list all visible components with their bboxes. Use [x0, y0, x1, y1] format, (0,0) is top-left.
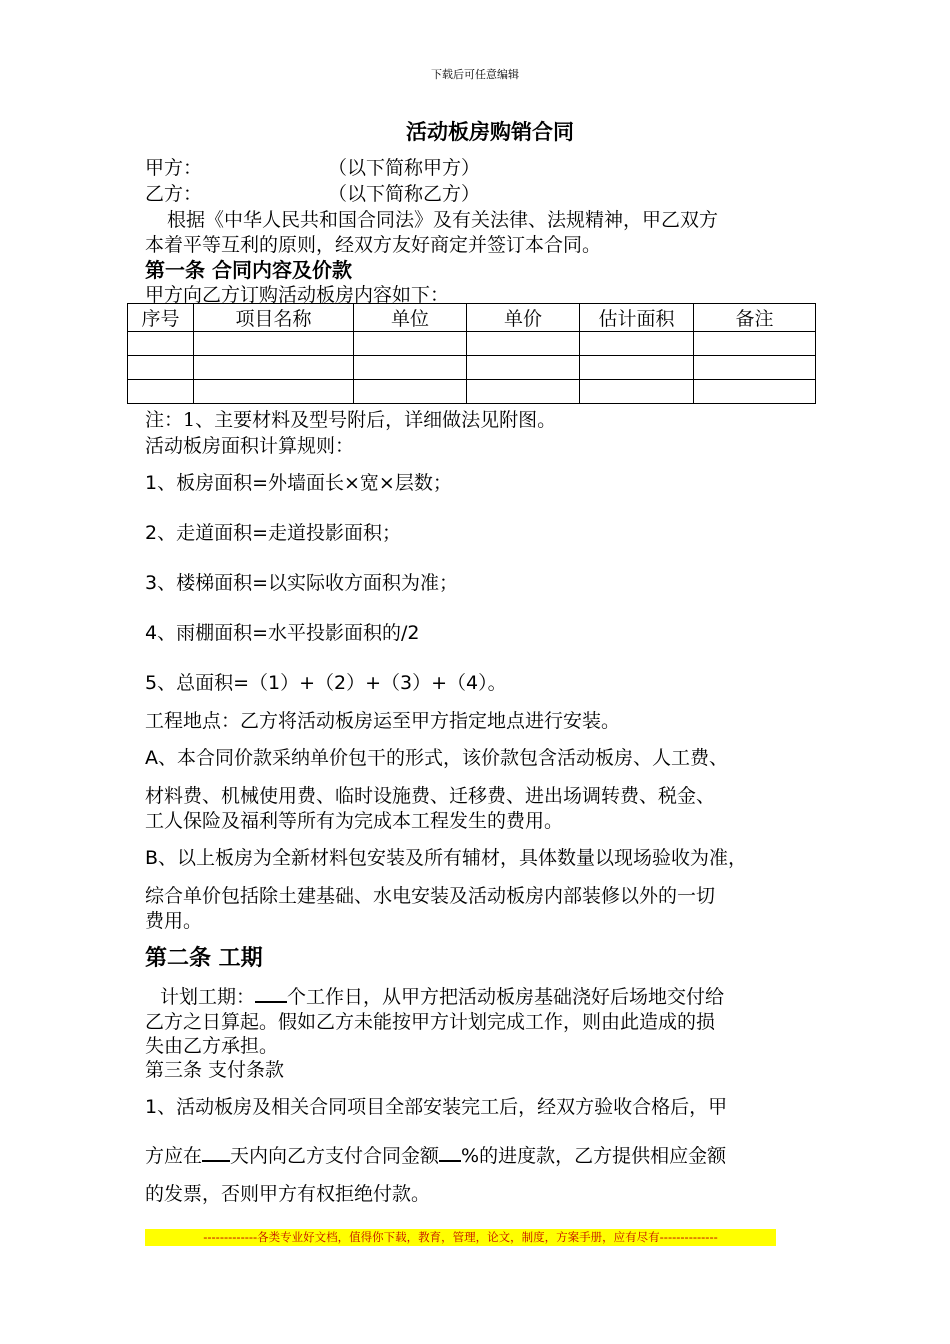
work-days-blank [255, 983, 287, 1003]
section-2-heading: 第二条 工期 [145, 946, 263, 971]
table-cell [467, 332, 580, 356]
table-cell [580, 356, 694, 380]
clause-b-line-2: 综合单价包括除土建基础、水电安装及活动板房内部装修以外的一切 [145, 885, 716, 907]
area-rule-3: 3、楼梯面积=以实际收方面积为准； [145, 572, 459, 594]
payment-line-3: 的发票，否则甲方有权拒绝付款。 [145, 1183, 431, 1205]
table-cell [354, 356, 467, 380]
clause-b-line-3: 费用。 [145, 910, 203, 932]
section-1-intro: 甲方向乙方订购活动板房内容如下： [145, 284, 450, 306]
table-cell [128, 332, 194, 356]
table-cell [694, 332, 816, 356]
section-1-heading: 第一条 合同内容及价款 [145, 258, 352, 282]
clause-a-line-2: 材料费、机械使用费、临时设施费、迁移费、进出场调转费、税金、 [145, 785, 716, 807]
section-3-heading: 第三条 支付条款 [145, 1059, 285, 1081]
table-cell [694, 356, 816, 380]
payment-text-a: 方应在 [145, 1145, 203, 1167]
area-rules-title: 活动板房面积计算规则： [145, 435, 355, 457]
payment-text-b: 天内向乙方支付合同金额 [230, 1145, 440, 1167]
table-row [128, 380, 816, 404]
area-rule-2: 2、走道面积=走道投影面积； [145, 522, 402, 544]
table-cell [354, 332, 467, 356]
items-table [127, 303, 816, 404]
payment-line-2 [145, 1141, 726, 1168]
footer-banner: -------------各类专业好文档，值得你下载，教育，管理，论文，制度，方案手册，应有尽有-------------- [145, 1229, 776, 1246]
project-location: 工程地点：乙方将活动板房运至甲方指定地点进行安装。 [145, 710, 621, 732]
schedule-line-1 [160, 982, 724, 1009]
preamble-line-2: 本着平等互利的原则，经双方友好商定并签订本合同。 [145, 234, 602, 256]
clause-a-line-3: 工人保险及福利等所有为完成本工程发生的费用。 [145, 810, 564, 832]
party-b-label: 乙方： [145, 183, 203, 205]
schedule-line-3: 失由乙方承担。 [145, 1035, 279, 1057]
table-header-cell: 项目名称 [194, 304, 354, 332]
header-note: 下载后可任意编辑 [431, 68, 519, 81]
preamble-line-1: 根据《中华人民共和国合同法》及有关法律、法规精神，甲乙双方 [167, 209, 719, 231]
table-header-cell: 单位 [354, 304, 467, 332]
clause-b-line-1: B、以上板房为全新材料包安装及所有辅材，具体数量以现场验收为准， [145, 847, 748, 869]
table-row [128, 356, 816, 380]
table-cell [467, 356, 580, 380]
table-cell [694, 380, 816, 404]
table-header-row [128, 304, 816, 332]
table-cell [194, 380, 354, 404]
table-cell [467, 380, 580, 404]
table-cell [580, 380, 694, 404]
table-header-cell: 估计面积 [580, 304, 694, 332]
schedule-line-2: 乙方之日算起。假如乙方未能按甲方计划完成工作，则由此造成的损 [145, 1011, 716, 1033]
table-row [128, 332, 816, 356]
table-cell [354, 380, 467, 404]
table-cell [128, 356, 194, 380]
table-cell [580, 332, 694, 356]
payment-percent-blank [439, 1142, 461, 1162]
party-b-note: （以下简称乙方） [328, 183, 481, 205]
table-header-cell: 单价 [467, 304, 580, 332]
clause-a-line-1: A、本合同价款采纳单价包干的形式，该价款包含活动板房、人工费、 [145, 747, 728, 769]
table-header-cell: 序号 [128, 304, 194, 332]
document-title: 活动板房购销合同 [406, 120, 574, 144]
payment-days-blank [202, 1142, 230, 1162]
payment-line-1: 1、活动板房及相关合同项目全部安装完工后，经双方验收合格后，甲 [145, 1096, 728, 1118]
area-rule-5: 5、总面积=（1）+（2）+（3）+（4）。 [145, 672, 507, 694]
table-header-cell: 备注 [694, 304, 816, 332]
schedule-text: 个工作日，从甲方把活动板房基础浇好后场地交付给 [287, 986, 725, 1008]
area-rule-4: 4、雨棚面积=水平投影面积的/2 [145, 622, 420, 644]
party-a-note: （以下简称甲方） [328, 157, 481, 179]
party-a-label: 甲方： [145, 157, 203, 179]
table-note: 注：1、主要材料及型号附后，详细做法见附图。 [145, 409, 557, 431]
table-cell [194, 356, 354, 380]
schedule-label: 计划工期： [160, 986, 256, 1008]
table-cell [194, 332, 354, 356]
area-rule-1: 1、板房面积=外墙面长×宽×层数； [145, 472, 452, 494]
payment-text-c: %的进度款，乙方提供相应金额 [461, 1145, 727, 1167]
table-cell [128, 380, 194, 404]
